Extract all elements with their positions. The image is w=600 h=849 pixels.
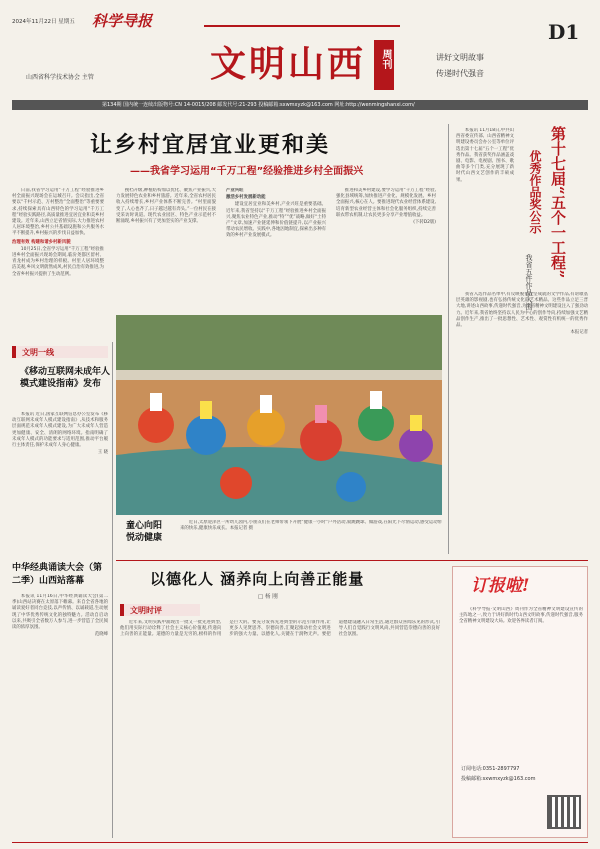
vertical-title-2: 优秀作品奖公示 bbox=[528, 150, 542, 234]
sidebar-vertical-sub: 我省五件作品入围 bbox=[525, 254, 533, 310]
section-label: 文明一线 bbox=[22, 348, 54, 357]
vertical-title-1: 第十七届“五个一工程” bbox=[549, 126, 567, 279]
section-banner bbox=[12, 346, 108, 358]
photo-caption-title bbox=[126, 520, 162, 544]
news-headline-1: 《移动互联网未成年人模式建设指南》发布 bbox=[20, 367, 111, 389]
caption-title-line-2: 悦动健康 bbox=[126, 533, 163, 543]
lead-column-3 bbox=[226, 188, 326, 308]
subscribe-stamp: 订报啦! bbox=[471, 576, 530, 596]
lead-column-2 bbox=[116, 188, 216, 308]
lead-col3-subhead: 产业兴旺 bbox=[226, 188, 244, 193]
sidebar-intro-text: 本报讯 11月18日,中共山西省委宣传部、山西省精神文明建设委员会办公室等单位评选出第十七届“五个一工程”优秀作品。我省获奖作品涵盖戏剧、电影、电视剧、图书、歌曲等多个门类,充分展现了新时代山西文艺创作的丰硕成果。 bbox=[456, 128, 514, 183]
sidebar-body bbox=[456, 292, 588, 520]
lead-column-4 bbox=[336, 188, 436, 308]
continued-note: (下转D2版) bbox=[413, 220, 436, 226]
date-line: 2024年11月22日 星期五 bbox=[12, 19, 75, 25]
news-1-author: 王 晓 bbox=[97, 450, 108, 456]
sidebar-divider bbox=[448, 124, 449, 554]
subscribe-text bbox=[459, 607, 583, 757]
lead-col2-para: 搜档升级,种植结构加以优化、聚焦产业振兴,大力发展特色农业和乡村旅游。近年来,全省农村居民收入持续增长,乡村产业体系不断完善。“村里面貌变了,人心也齐了,日子越过越有奔头。”一位村民在接受采访时说道。现代农业园区、特色产业示范村不断涌现,乡村振兴有了更加坚实的产业支撑。 bbox=[116, 188, 216, 225]
news-2-text: 本报讯 11月16日,中华经典诵读大会(第二季)山西站决赛在太原落下帷幕。来自全省各地的诵读爱好者同台竞技,以声传情、以诵载道,生动展现了中华优秀传统文化的独特魅力。活动自启动以来,共吸引全省数万人参与,进一步营造了全民阅读的浓厚氛围。 bbox=[12, 594, 108, 631]
lead-col1-para-2: 10月25日,全省学习运用“千万工程”经验推进乡村全面振兴现场会期间,临汾尧都区留村、青龙村成为乡村治理的样板。村里人居环境整洁美观,乡风文明蔚然成风,村民自治有效推进,为全省乡村振兴提供了生动范例。 bbox=[12, 246, 104, 277]
news-1-text: 本报讯 近日,国家互联网信息办公室发布《移动互联网未成年人模式建设指南》,从技术和服务层面规范未成年人模式建设,为广大未成年人营造更加健康、安全、清朗的网络环境。指南明确了未成年人模式的功能要求与适用范围,推动平台履行主体责任,保护未成年人身心健康。 bbox=[12, 412, 108, 449]
lead-col1-subhead: 治理有效 构建和谐乡村新风貌 bbox=[12, 239, 71, 245]
lead-col4-para: 推进和美乡村建设,要学习运用“千万工程”经验,强化县域统筹,加快推进产业化、规模化发展。乡村全面振兴,核心在人。要推进现代农业经营体系建设,培育新型农业经营主体和社会化服务组织,持续完善联农带农机制,让农民更多分享产业增值收益。 bbox=[336, 188, 436, 218]
lead-headline: 让乡村宜居宜业更和美 bbox=[90, 132, 331, 158]
section-title: 文明山西 bbox=[210, 43, 367, 85]
left-divider bbox=[112, 342, 113, 838]
sidebar-body-text: 我省入选作品名单中,有反映脱贫攻坚成就的文学作品,有讴歌基层英雄的影视剧,也有弘扬传统文化的艺术精品。这些作品立足三晋大地,讲述山西故事,传递时代强音,为全省精神文明建设注入了强劲动力。近年来,我省始终坚持以人民为中心的创作导向,持续加强文艺精品创作生产,推出了一批思想性、艺术性、观赏性有机统一的优秀作品。 bbox=[456, 292, 588, 329]
caption-title-line-1: 童心向阳 bbox=[126, 521, 163, 531]
opinion-section-label: 文明时评 bbox=[130, 606, 162, 615]
opinion-body bbox=[120, 620, 440, 838]
lead-col1-para: 日前,我省学习运用“千万工程”经验推进乡村全面振兴现场会在运城召开。会议指出,全省要以“千村示范、万村整治”全面整治”等重要要求,持续探索具有山西特色的学习运用“千万工程”经验实践路径,高质量推进宜居宜业和美乡村建设。近年来,山西立足省情实际,大力推进农村人居环境整治,乡村公共基础设施和公共服务水平不断提升,乡村振兴的步伐日益加快。 bbox=[12, 188, 104, 237]
photo-illustration bbox=[116, 315, 442, 515]
bottom-rule bbox=[12, 842, 588, 843]
slogan-line-2: 传递时代强音 bbox=[436, 69, 484, 78]
subscribe-phone: 订阅电话:0351-2897797 bbox=[461, 766, 520, 772]
slogan-line-1: 讲好文明故事 bbox=[436, 53, 484, 62]
weekly-badge bbox=[374, 40, 394, 90]
playground-photo bbox=[116, 315, 442, 515]
masthead-ornament bbox=[204, 25, 400, 27]
opinion-text: 近年来,文明实践中涌现出一批又一批先进典型,他们用实际行动诠释了社会主义核心价值观,传递向上向善的正能量。道德的力量是无穷的,榜样的作用是巨大的。要充分发挥先进典型的示范引领作用,让更多人见贤思齐、崇德向善,汇聚起推动社会文明进步的强大力量。以德化人,关键在于润物无声。要把道德建设融入日常生活,通过群众喜闻乐见的形式,引导人们自觉践行文明风尚,共同营造崇德向善的良好社会氛围。 bbox=[120, 620, 440, 638]
page-number: D1 bbox=[548, 20, 580, 44]
sponsor-line: 山西省科学技术协会 主管 bbox=[26, 74, 94, 81]
news-body-1 bbox=[12, 412, 108, 552]
masthead bbox=[0, 0, 600, 118]
info-strip bbox=[12, 100, 588, 110]
news-2-author: 范晓峰 bbox=[94, 632, 108, 638]
photo-caption bbox=[180, 520, 442, 552]
opinion-rule bbox=[116, 560, 588, 561]
opinion-section-banner bbox=[120, 604, 200, 616]
subscription-ad bbox=[452, 566, 588, 838]
paper-name-logo: 科学导报 bbox=[92, 12, 153, 30]
news-headline-2: 中华经典诵读大会（第二季）山西站落幕 bbox=[12, 563, 103, 586]
subscribe-body: 《科学导报·文明山西》周刊作为全省精神文明建设宣传的主阵地之一,致力于讲好新时代山西文明故事,传递时代强音,服务全省精神文明建设大局。欢迎各界读者订阅。 bbox=[459, 607, 583, 625]
sidebar-byline: 本报记者 bbox=[570, 330, 588, 336]
opinion-byline: □ 杨 刚 bbox=[258, 594, 278, 600]
photo-caption-text: 近日,太原迎泽区一所幼儿园内,小朋友们在老师带领下开展“健康一小时”户外活动,骑跳跳球、做游戏,在阳光下尽情运动,感受运动带来的快乐,健康快乐成长。本报记者 摄 bbox=[180, 520, 442, 532]
sidebar-intro bbox=[456, 128, 514, 288]
subscribe-email: 投稿邮箱:sxwmxyzk@163.com bbox=[461, 776, 536, 782]
opinion-headline: 以德化人 涵养向上向善正能量 bbox=[150, 570, 365, 588]
news-body-2 bbox=[12, 594, 108, 819]
weekly-label: 周刊 bbox=[380, 49, 391, 69]
info-strip-text: 第134期 国内统一连续出版物号:CN 14-0015/208 邮发代号:21-293 投稿邮箱:sxwmxyzk@163.com 网址:http://wenmingshanxi.com/ bbox=[102, 102, 415, 108]
lead-subhead: ——我省学习运用“千万工程”经验推进乡村全面振兴 bbox=[130, 166, 364, 177]
lead-col3-subhead-2: 激活乡村发展新动能 bbox=[226, 195, 266, 201]
qr-code bbox=[547, 795, 581, 829]
lead-col3-para: 建设宜居宜业和美乡村,产业兴旺是重要基础。近年来,我省坚持以“千万工程”经验推进乡村全面振兴,聚焦农业特色产业,推动“特”“优”战略,做好“土特产”文章,加速产业链延伸和价值链提升,以产业振兴带动农民增收。实践中,各地因地制宜,探索出多种有效的乡村产业发展模式。 bbox=[226, 202, 326, 239]
